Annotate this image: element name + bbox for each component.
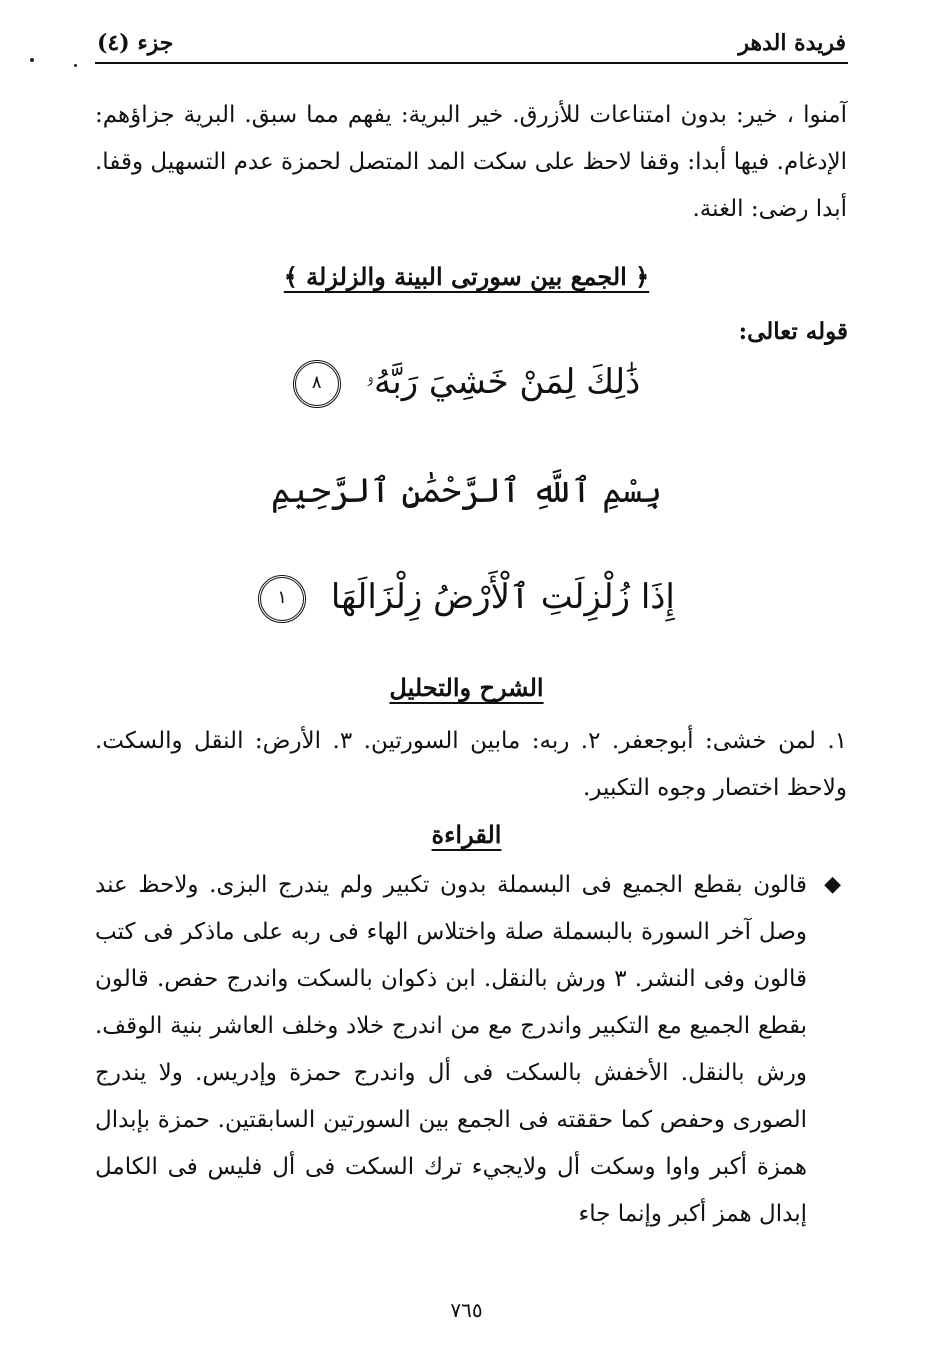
section-heading: ﴿ الجمع بين سورتى البينة والزلزلة ﴾ (283, 262, 650, 291)
running-header (95, 28, 848, 64)
basmala-text: بِسْمِ ٱللَّهِ ٱلرَّحْمَٰنِ ٱلرَّحِيمِ (270, 471, 663, 511)
ayah-marker-icon: ٨ (293, 360, 341, 408)
page-number: ٧٦٥ (450, 1298, 483, 1322)
verse-label: قوله تعالى: (738, 318, 848, 345)
explanation-heading: الشرح والتحليل (389, 673, 544, 702)
part-label: جزء (٤) (97, 30, 174, 56)
reading-heading: القراءة (431, 820, 502, 849)
diamond-bullet-icon: ◆ (824, 872, 841, 897)
ayah-marker-icon: ١ (258, 575, 306, 623)
reading-paragraph: قالون بقطع الجميع فى البسملة بدون تكبير ولم يندرج البزى. ولاحظ عند وصل آخر السورة بالبسملة صلة واختلاس الهاء فى ربه على ماذكر فى كتب قالون وفى النشر. ٣ ورش بالنقل. ابن ذكوان بالسكت واندرج حفص. قالون بقطع الجميع مع التكبير واندرج مع من اندرج خلاد وخلف العاشر بنية الوقف. ورش بالنقل. الأخفش بالسكت فى أل واندرج حمزة وإدريس. ولا يندرج الصورى وحفص كما حققته فى الجمع بين السورتين السابقتين. حمزة بإبدال همزة أكبر واوا وسكت أل ولايجيء ترك السكت فى أل فليس فى الكامل إبدال همز أكبر وإنما جاء (95, 872, 807, 1227)
book-title: فريدة الدهر (738, 30, 846, 56)
verse-2-text: إِذَا زُلْزِلَتِ ٱلْأَرْضُ زِلْزَالَهَا (330, 577, 675, 617)
intro-paragraph: آمنوا ، خير: بدون امتناعات للأزرق. خير البرية: يفهم مما سبق. البرية جزاؤهم: الإدغام. فيها أبدا: وقفا لاحظ على سكت المد المتصل لحمزة عدم التسهيل وقفا. أبدا رضى: الغنة. (95, 102, 847, 222)
verse-2 (0, 575, 933, 623)
verse-1 (0, 360, 933, 408)
verse-1-text: ذَٰلِكَ لِمَنْ خَشِيَ رَبَّهُۥ (365, 362, 641, 402)
explanation-paragraph: ١. لمن خشى: أبوجعفر. ٢. ربه: مابين السورتين. ٣. الأرض: النقل والسكت. ولاحظ اختصار وجوه التكبير. (95, 728, 847, 801)
scan-speck (30, 58, 34, 62)
scan-speck (74, 64, 77, 67)
basmala (0, 470, 933, 511)
